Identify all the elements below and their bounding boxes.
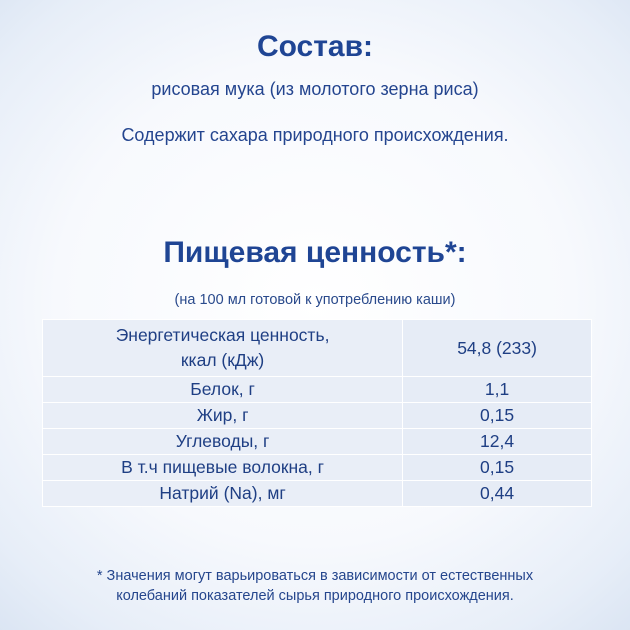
table-row [43, 429, 592, 455]
footnote [0, 566, 630, 606]
footnote-line: колебаний показателей сырья природного происхождения. [116, 588, 514, 604]
nutrition-table [42, 319, 592, 507]
nutrient-name: Жир, г [43, 403, 403, 429]
table-row [43, 377, 592, 403]
nutrient-value: 54,8 (233) [403, 320, 592, 377]
nutrient-name: Углеводы, г [43, 429, 403, 455]
table-row [43, 403, 592, 429]
composition-title: Состав: [256, 30, 374, 63]
nutrient-value: 0,15 [403, 403, 592, 429]
nutrient-name: Энергетическая ценность, [115, 325, 330, 345]
nutrient-name: В т.ч пищевые волокна, г [43, 455, 403, 481]
footnote-line: * Значения могут варьироваться в зависимости от естественных [96, 568, 534, 584]
table-row [43, 481, 592, 507]
sugar-note: Содержит сахара природного происхождения. [121, 125, 509, 145]
nutrient-name-cell [43, 320, 403, 377]
nutrient-name: Белок, г [43, 377, 403, 403]
nutrition-title: Пищевая ценность*: [163, 236, 467, 269]
nutrient-value: 12,4 [403, 429, 592, 455]
nutrient-name-unit: ккал (кДж) [180, 350, 265, 370]
table-row [43, 455, 592, 481]
nutrient-name: Натрий (Na), мг [43, 481, 403, 507]
nutrient-value: 1,1 [403, 377, 592, 403]
ingredients-text: рисовая мука (из молотого зерна риса) [151, 79, 479, 99]
nutrient-value: 0,44 [403, 481, 592, 507]
table-row [43, 320, 592, 377]
nutrition-subtitle: (на 100 мл готовой к употреблению каши) [174, 292, 456, 308]
nutrient-value: 0,15 [403, 455, 592, 481]
